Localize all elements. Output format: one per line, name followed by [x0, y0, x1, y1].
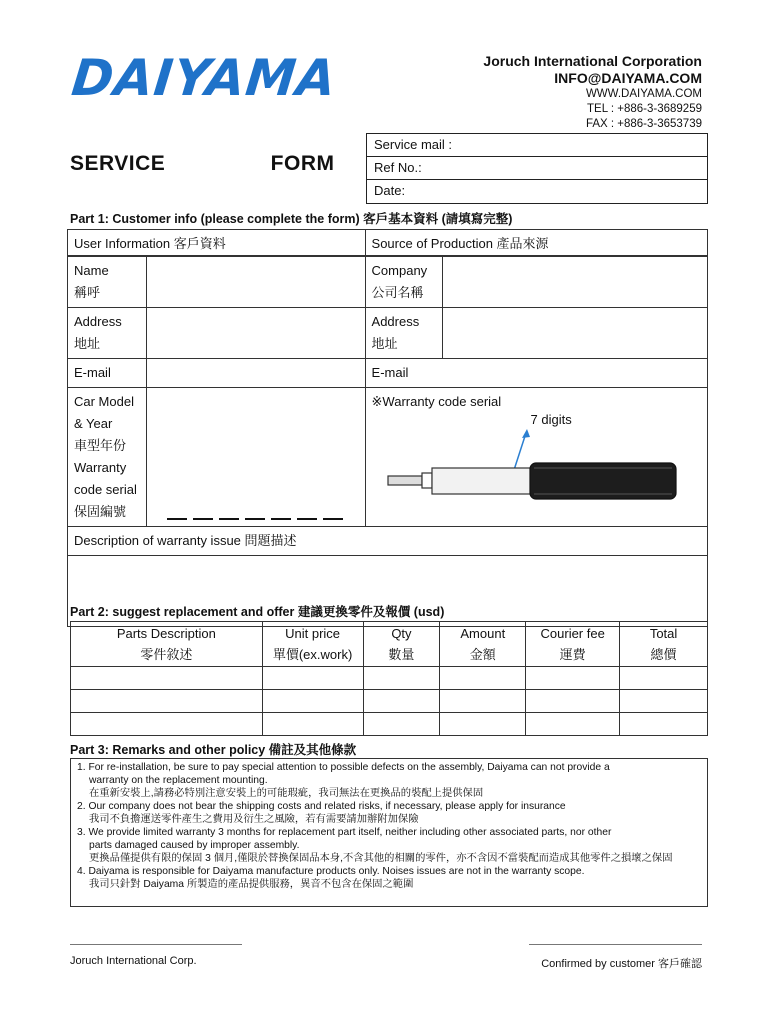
- col-qty: Qty 數量: [363, 622, 440, 667]
- date-field[interactable]: Date:: [374, 183, 406, 198]
- parts-header-row: [71, 622, 708, 667]
- left-signature-label: Joruch International Corp.: [70, 955, 197, 967]
- car-model-label: Car Model & Year 車型年份: [74, 394, 134, 453]
- part2-heading: Part 2: suggest replacement and offer 建議更換零件及報價 (usd): [70, 605, 445, 619]
- car-warranty-fields[interactable]: [146, 388, 365, 527]
- shock-absorber-icon: [382, 428, 682, 503]
- warranty-illustration-cell: [365, 388, 707, 527]
- email-label: E-mail: [68, 359, 147, 388]
- company-label: Company 公司名稱: [365, 256, 442, 308]
- warranty-note: ※Warranty code serial: [371, 394, 502, 409]
- remark-item-3: 3. We provide limited warranty 3 months for replacement part itself, neither including other associated parts, nor other parts damaged caused by improper assembly. 更換品僅提供有限的保固 3 個月,僅限於替換保固品本身,不含其他的相關的零件，亦不含因不當裝配而造成其他零件之損壞之保固: [77, 827, 673, 864]
- right-signature-label: Confirmed by customer 客戶確認: [541, 958, 702, 970]
- company-info: [483, 53, 702, 132]
- company-field[interactable]: [442, 256, 708, 308]
- source-address-field[interactable]: [442, 308, 708, 359]
- warranty-code-dashes[interactable]: [167, 508, 349, 523]
- remarks-box: [70, 758, 708, 907]
- remark-item-1: 1. For re-installation, be sure to pay special attention to possible defects on the assembly, Daiyama can not provide a warranty on the replacement mounting. 在重新安裝上,請務必特別注意安裝上的可能瑕疵，我司無法在更換品的裝配上提供保固: [77, 762, 610, 799]
- ref-no-field[interactable]: Ref No.:: [367, 157, 707, 180]
- company-tel: TEL : +886-3-3689259: [587, 103, 702, 115]
- col-parts-description: Parts Description 零件敘述: [71, 622, 263, 667]
- description-label: Description of warranty issue 問題描述: [68, 527, 708, 556]
- table-row[interactable]: [71, 690, 708, 713]
- service-box: [366, 133, 708, 204]
- part3-heading: Part 3: Remarks and other policy 備註及其他條款: [70, 743, 357, 757]
- company-fax: FAX : +886-3-3653739: [585, 118, 702, 130]
- col-unit-price: Unit price 單價(ex.work): [262, 622, 363, 667]
- col-amount: Amount 金額: [440, 622, 526, 667]
- name-field[interactable]: [146, 256, 365, 308]
- address-label: Address 地址: [68, 308, 147, 359]
- source-header: Source of Production 產品來源: [365, 230, 707, 257]
- car-warranty-labels: [68, 388, 147, 527]
- parts-table: [70, 621, 708, 736]
- col-total: Total 總價: [620, 622, 708, 667]
- warranty-serial-label: Warranty code serial 保固編號: [74, 460, 137, 519]
- source-address-label: Address 地址: [365, 308, 442, 359]
- service-mail-field[interactable]: Service mail :: [367, 134, 707, 157]
- address-field[interactable]: [146, 308, 365, 359]
- remark-item-2: 2. Our company does not bear the shipping costs and related risks, if necessary, please apply for insurance 我司不負擔運送零件產生之費用及衍生之風險，若有需要請加辦附加保險: [77, 801, 566, 825]
- col-courier-fee: Courier fee 運費: [526, 622, 620, 667]
- company-email: INFO@DAIYAMA.COM: [554, 70, 702, 86]
- user-info-header: User Information 客戶資料: [68, 230, 366, 257]
- table-row[interactable]: [71, 667, 708, 690]
- digits-label: 7 digits: [530, 412, 572, 427]
- email-field[interactable]: [146, 359, 365, 388]
- company-name: Joruch International Corporation: [483, 53, 702, 69]
- left-signature-line[interactable]: [70, 944, 242, 945]
- right-signature-line[interactable]: [529, 944, 702, 945]
- daiyama-logo: DAIYAMA: [68, 49, 340, 107]
- customer-info-table: [67, 229, 708, 627]
- table-row[interactable]: [71, 713, 708, 736]
- source-email-label: E-mail: [365, 359, 707, 388]
- remark-item-4: 4. Daiyama is responsible for Daiyama manufacture products only. Noises issues are not in the warranty scope. 我司只針對 Daiyama 所製造的產品提供服務，異音不包含在保固之範圍: [77, 866, 585, 890]
- company-web: WWW.DAIYAMA.COM: [585, 88, 702, 100]
- name-label: Name 稱呼: [68, 256, 147, 308]
- part1-heading: Part 1: Customer info (please complete the form) 客戶基本資料 (請填寫完整): [70, 212, 513, 226]
- form-title: SERVICE FORM: [70, 152, 335, 175]
